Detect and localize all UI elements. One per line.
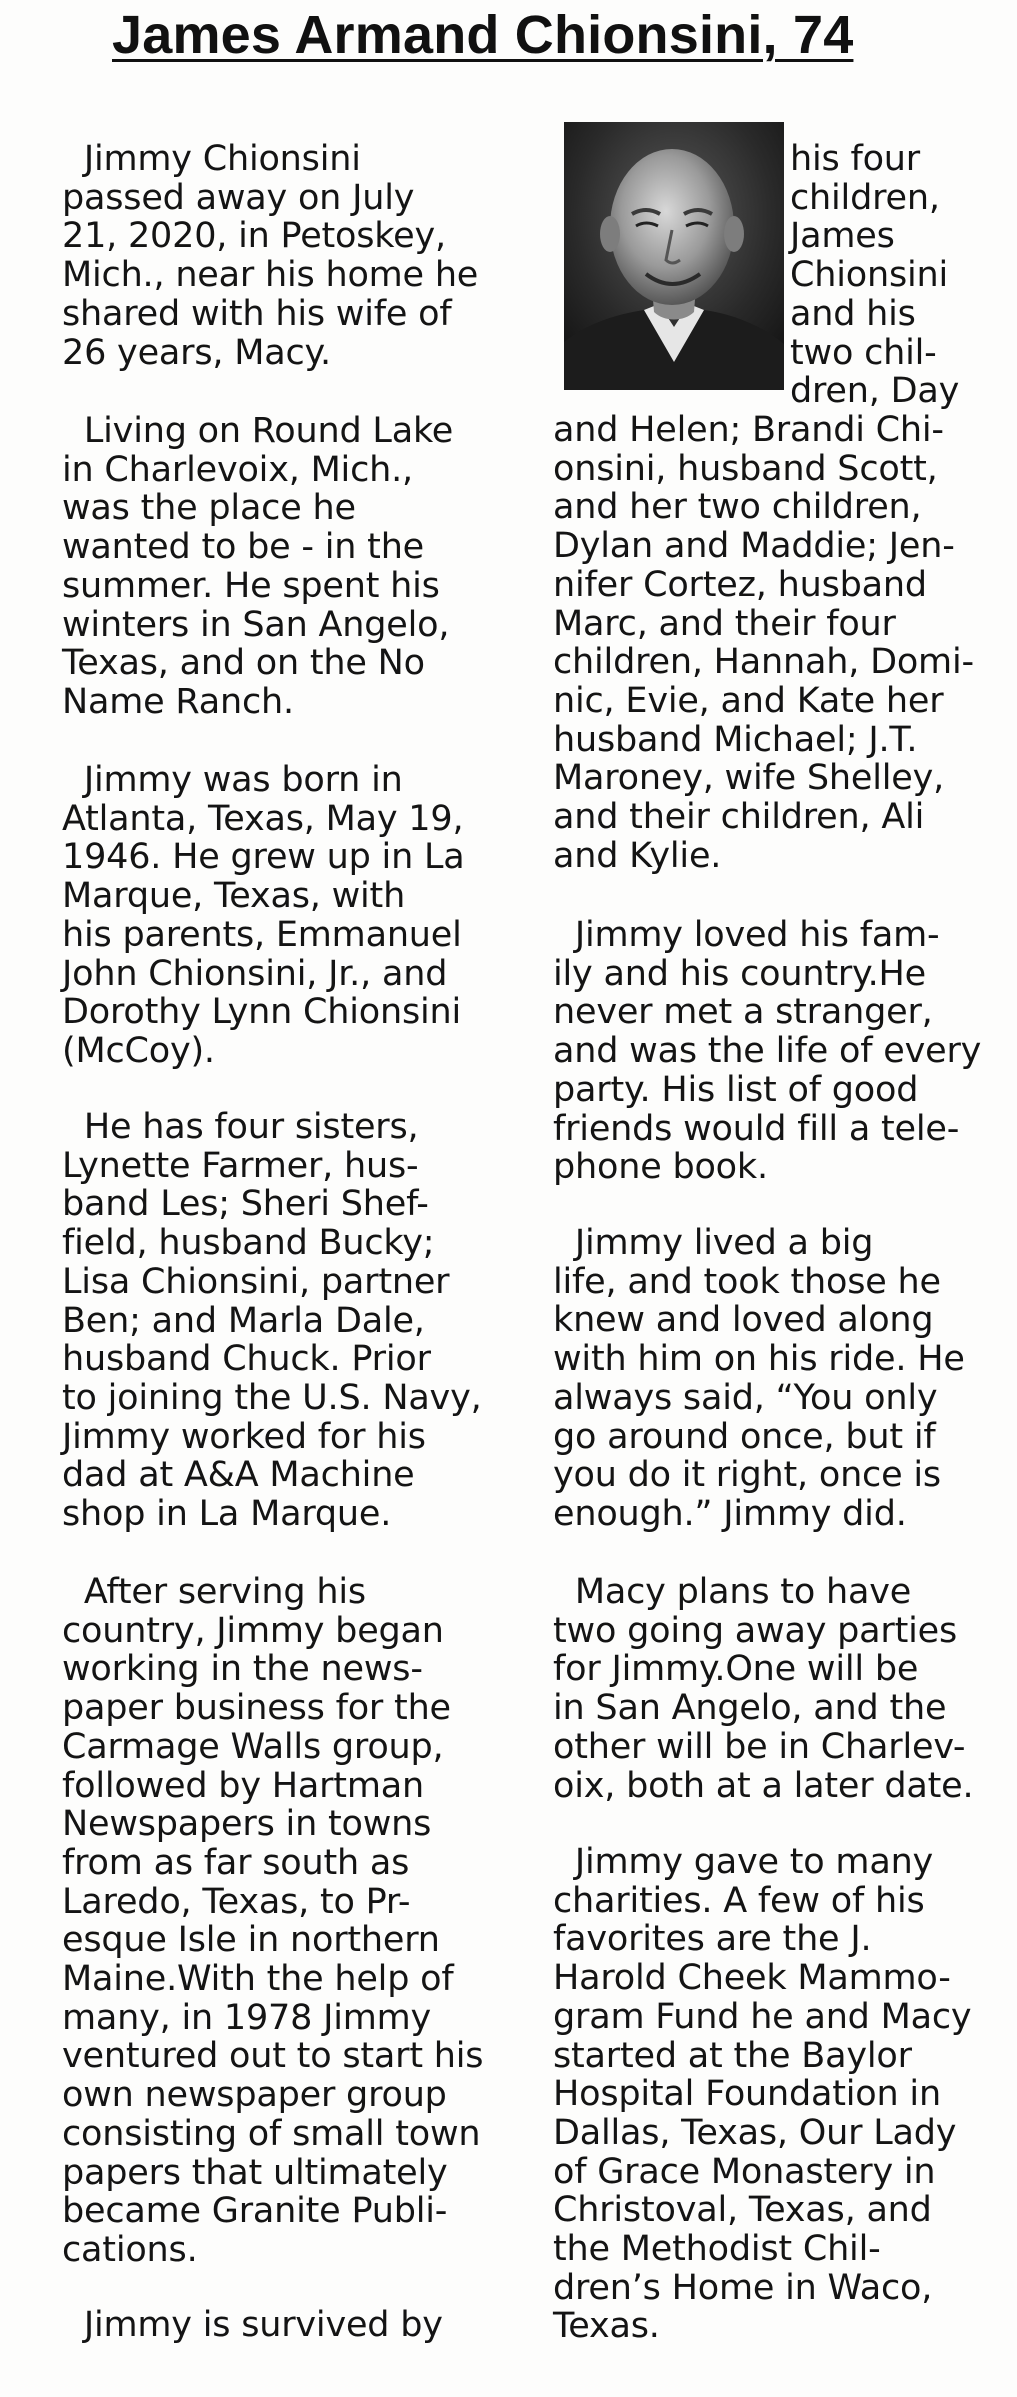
paragraph-birth: Jimmy was born in Atlanta, Texas, May 19, 1946. He grew up in La Marque, Texas, with his parents, Emmanuel John Chionsini, Jr., and Dorothy Lynn Chionsini (McCoy). xyxy=(62,760,465,1071)
paragraph-grandchildren: and Helen; Brandi Chi- onsini, husband Scott, and her two children, Dylan and Maddie; Jen- nifer Cortez, husband Marc, and their four children, Hannah, Domi- nic, Evie, and Kate her husband Michael; J.T. Maroney, wife Shelley, and their children, Ali and Kylie. xyxy=(553,410,974,876)
paragraph-big-life: Jimmy lived a big life, and took those he knew and loved along with him on his ride. He always said, “You only go around once, but if you do it right, once is enough.” Jimmy did. xyxy=(553,1223,965,1534)
paragraph-family-love: Jimmy loved his fam- ily and his country.He never met a stranger, and was the life of every party. His list of good friends would fill a tele- phone book. xyxy=(553,915,982,1188)
paragraph-career: After serving his country, Jimmy began working in the news- paper business for the Carmage Walls group, followed by Hartman Newspapers in towns from as far south as Laredo, Texas, to Pr- esque Isle in northern Maine.With the help of many, in 1978 Jimmy ventured out to start his own newspaper group consisting of small town papers that ultimately became Granite Publi- cations. xyxy=(62,1572,484,2270)
paragraph-charities: Jimmy gave to many charities. A few of his favorites are the J. Harold Cheek Mammo- gram Fund he and Macy started at the Baylor Hospital Foundation in Dallas, Texas, Our Lady of Grace Monastery in Christoval, Texas, and the Methodist Chil- dren’s Home in Waco, Texas. xyxy=(553,1842,972,2347)
paragraph-parties: Macy plans to have two going away parties for Jimmy.One will be in San Angelo, and the other will be in Charlev- oix, both at a later date. xyxy=(553,1572,974,1806)
paragraph-survived-children-start: his four children, James Chionsini and his two chil- dren, Day xyxy=(790,139,960,412)
paragraph-death-notice: Jimmy Chionsini passed away on July 21, 2020, in Petoskey, Mich., near his home he shared with his wife of 26 years, Macy. xyxy=(62,139,479,373)
paragraph-sisters: He has four sisters, Lynette Farmer, hus- band Les; Sheri Shef- field, husband Bucky; Lisa Chionsini, partner Ben; and Marla Dale, husband Chuck. Prior to joining the U.S. Navy, Jimmy worked for his dad at A&A Machine shop in La Marque. xyxy=(62,1107,482,1535)
portrait-illustration xyxy=(564,122,784,390)
paragraph-survived-by: Jimmy is survived by xyxy=(62,2305,443,2345)
obituary-title: James Armand Chionsini, 74 xyxy=(112,5,854,65)
paragraph-residence: Living on Round Lake in Charlevoix, Mich., was the place he wanted to be - in the summer. He spent his winters in San Angelo, Texas, and on the No Name Ranch. xyxy=(62,411,454,722)
portrait-photo xyxy=(564,122,784,390)
